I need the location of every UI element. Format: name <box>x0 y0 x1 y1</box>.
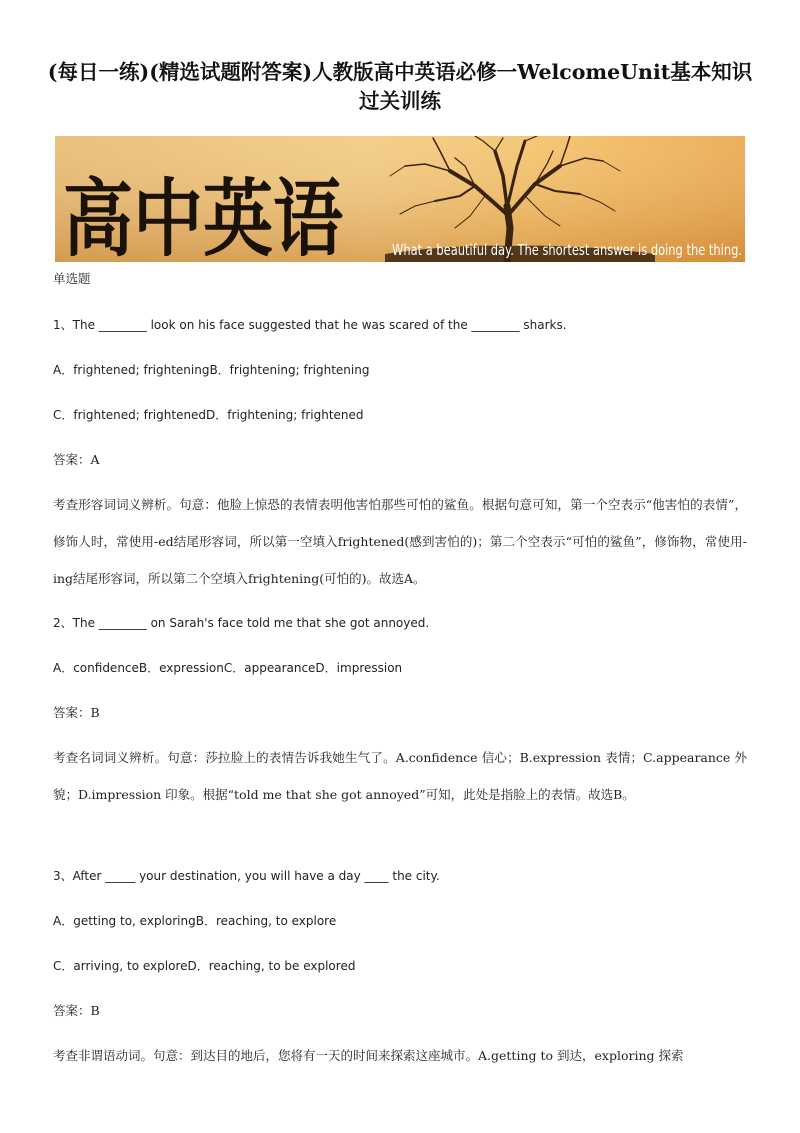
question-options: C．arriving, to exploreD．reaching, to be explored <box>53 959 356 973</box>
question-explanation: 考查名词词义辨析。句意：莎拉脸上的表情告诉我她生气了。A.confidence 信心；B.expression 表情；C.appearance 外貌；D.impression 印象。根据“told me that she got annoyed”可知，此处是指脸上的表情。故选B。 <box>53 750 747 802</box>
question-stem: 1、The ________ look on his face suggested that he was scared of the ________ sharks. <box>53 318 567 332</box>
banner-image <box>55 136 745 262</box>
question-answer: 答案：B <box>53 705 100 720</box>
document-title: (每日一练)(精选试题附答案)人教版高中英语必修一WelcomeUnit基本知识过关训练 <box>47 60 753 113</box>
question-options: A．frightened; frighteningB．frightening; frightening <box>53 363 370 377</box>
question-options: A．getting to, exploringB．reaching, to explore <box>53 914 337 928</box>
question-stem: 3、After _____ your destination, you will have a day ____ the city. <box>53 869 440 883</box>
question-options: A．confidenceB．expressionC．appearanceD．impression <box>53 661 403 675</box>
question-explanation: 考查非谓语动词。句意：到达目的地后，您将有一天的时间来探索这座城市。A.getting to 到达，exploring 探索 <box>53 1048 684 1063</box>
question-explanation: 考查形容词词义辨析。句意：他脸上惊恐的表情表明他害怕那些可怕的鲨鱼。根据句意可知，第一个空表示“他害怕的表情”，修饰人时，常使用-ed结尾形容词，所以第一空填入frightened(感到害怕的)；第二个空表示“可怕的鲨鱼”，修饰物，常使用-ing结尾形容词，所以第二个空填入frightening(可怕的)。故选A。 <box>53 497 747 586</box>
question-options: C．frightened; frightenedD．frightening; frightened <box>53 408 364 422</box>
question-answer: 答案：B <box>53 1003 100 1018</box>
banner-illustration <box>55 136 745 262</box>
question-stem: 2、The ________ on Sarah's face told me that she got annoyed. <box>53 616 430 630</box>
banner-big-text: 高中英语 <box>63 169 343 262</box>
question-answer: 答案：A <box>53 452 100 467</box>
section-label: 单选题 <box>53 271 91 286</box>
banner-slogan: What a beautiful day. The shortest answer is doing the thing. <box>392 241 742 259</box>
